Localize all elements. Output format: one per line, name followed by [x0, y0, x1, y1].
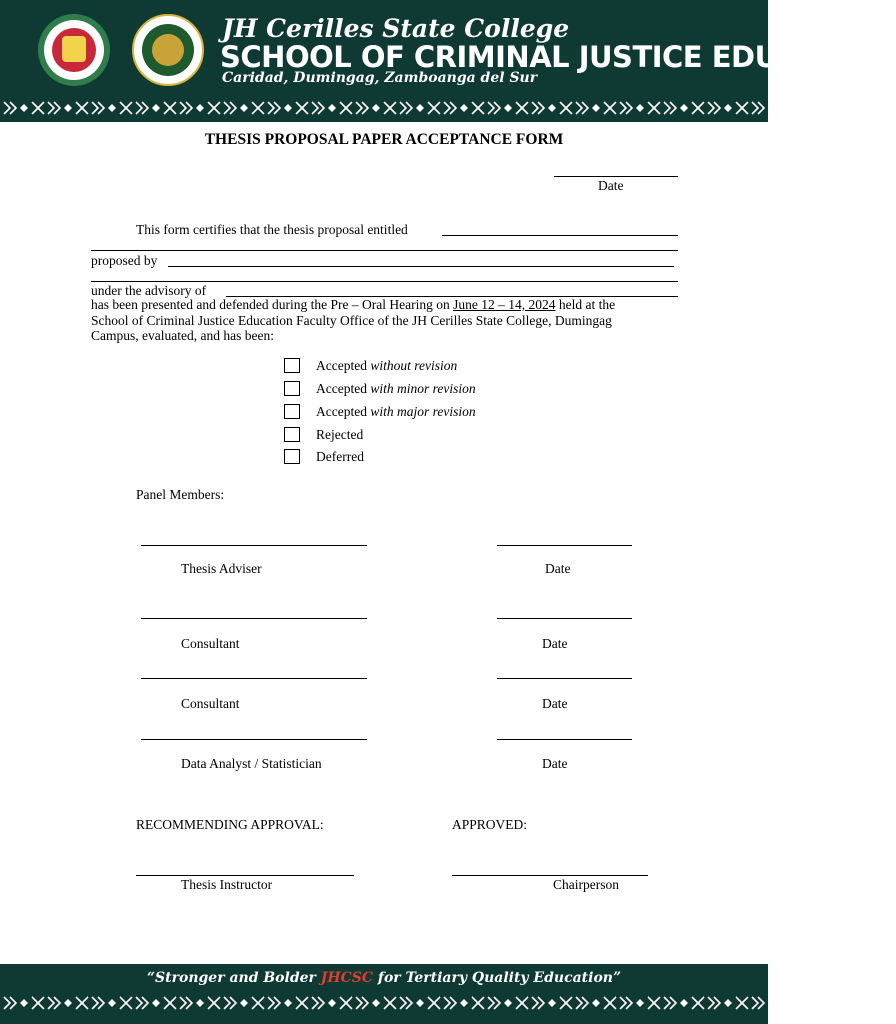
hearing-date: June 12 – 14, 2024 [453, 297, 556, 312]
date-label: Date [542, 696, 568, 711]
chairperson-signature-line [452, 875, 648, 876]
date-line [497, 618, 632, 619]
advisory-label: under the advisory of [91, 283, 207, 298]
certify-text: This form certifies that the thesis proposal entitled [136, 222, 408, 237]
school-name: SCHOOL OF CRIMINAL JUSTICE EDUCATION [220, 40, 896, 74]
proposed-by-line-2 [91, 281, 678, 282]
date-label: Date [545, 561, 571, 576]
title-blank-line [442, 235, 678, 236]
option-label: Accepted with minor revision [316, 381, 476, 396]
evaluated-line: Campus, evaluated, and has been: [91, 328, 274, 343]
proposed-by-label: proposed by [91, 253, 158, 268]
option-label: Accepted with major revision [316, 404, 476, 419]
presented-prefix: has been presented and defended during the Pre – Oral Hearing on [91, 297, 450, 312]
venue-line: School of Criminal Justice Education Faculty Office of the JH Cerilles State College, Dumingag [91, 313, 612, 328]
college-seal-logo [38, 14, 110, 86]
option-label: Accepted without revision [316, 358, 458, 373]
panel-heading: Panel Members: [136, 487, 225, 502]
college-address: Caridad, Dumingag, Zamboanga del Sur [222, 70, 538, 86]
signature-line [141, 618, 367, 619]
presented-line [91, 297, 615, 313]
role-data-analyst: Data Analyst / Statistician [181, 756, 322, 771]
header-pattern-band [0, 96, 768, 122]
option-label: Rejected [316, 427, 364, 442]
title-blank-line-2 [91, 250, 678, 251]
date-signature-line [554, 176, 678, 177]
checkbox-accepted-without-revision[interactable] [284, 358, 300, 373]
chairperson-label: Chairperson [553, 877, 619, 892]
date-label: Date [598, 178, 624, 193]
thesis-instructor-label: Thesis Instructor [181, 877, 273, 892]
checkbox-deferred[interactable] [284, 449, 300, 464]
instructor-signature-line [136, 875, 354, 876]
checkbox-rejected[interactable] [284, 427, 300, 442]
proposed-by-line [168, 266, 674, 267]
criminal-justice-seal-logo [132, 14, 204, 86]
signature-line [141, 678, 367, 679]
footer-pattern-band [0, 990, 768, 1024]
date-line [497, 678, 632, 679]
approved-label: APPROVED: [452, 817, 528, 832]
date-label: Date [542, 636, 568, 651]
signature-line [141, 739, 367, 740]
form-title: THESIS PROPOSAL PAPER ACCEPTANCE FORM [204, 131, 564, 148]
footer-slogan: “Stronger and Bolder JHCSC for Tertiary Quality Education” [146, 970, 622, 986]
role-thesis-adviser: Thesis Adviser [181, 561, 262, 576]
role-consultant: Consultant [181, 636, 240, 651]
checkbox-accepted-major-revision[interactable] [284, 404, 300, 419]
signature-line [141, 545, 367, 546]
checkbox-accepted-minor-revision[interactable] [284, 381, 300, 396]
college-name: JH Cerilles State College [222, 14, 570, 43]
date-line [497, 739, 632, 740]
date-line [497, 545, 632, 546]
presented-suffix: held at the [558, 297, 616, 312]
recommending-approval-label: RECOMMENDING APPROVAL: [136, 817, 324, 832]
role-consultant: Consultant [181, 696, 240, 711]
date-label: Date [542, 756, 568, 771]
option-label: Deferred [316, 449, 364, 464]
header-banner [0, 0, 896, 96]
